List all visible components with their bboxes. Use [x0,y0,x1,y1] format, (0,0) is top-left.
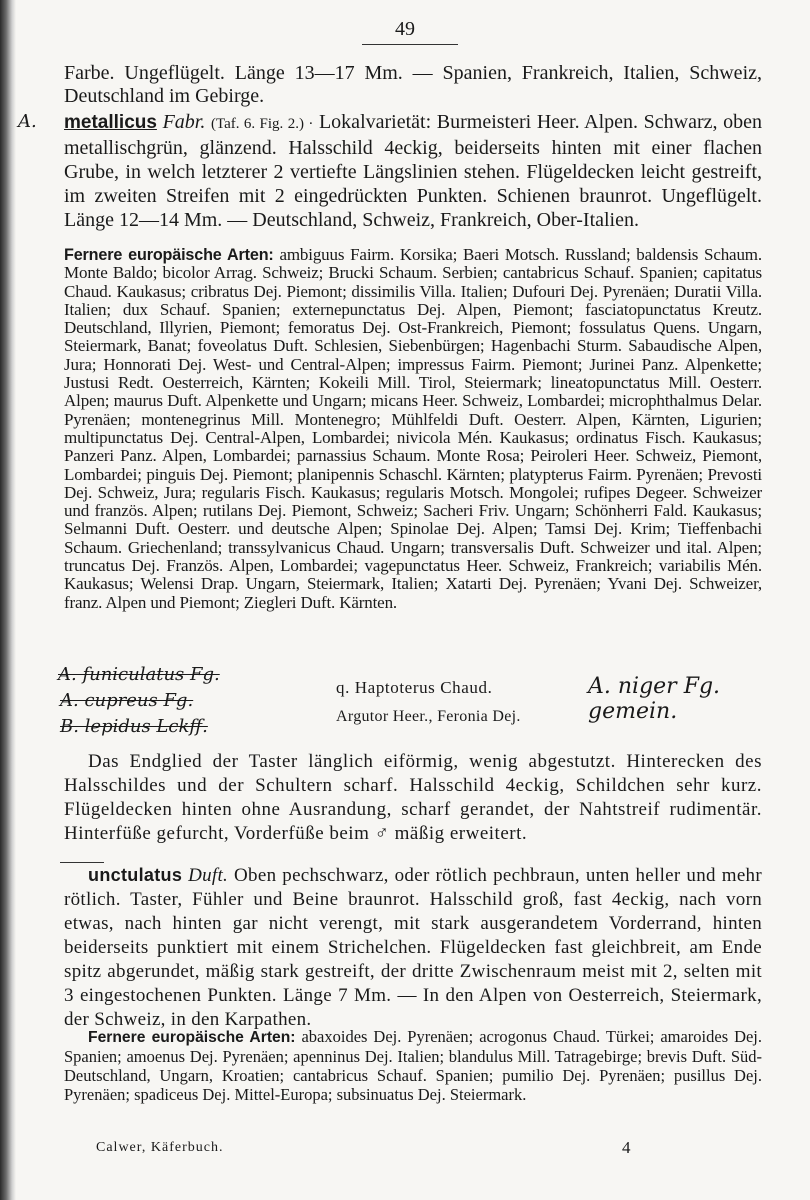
header-rule [362,44,458,45]
genus-description-text: Das Endglied der Taster länglich eiförmig, wenig abgestutzt. Hinterecken des Halsschildes und der Schultern scharf. Halsschild 4eckig, Schildchen sehr kurz. Flügeldecken hinten ohne Ausrandung, scharf gerandet, der Nahtstreif rudimentär. Hinterfüße gefurcht, Vorderfüße beim ♂ mäßig erweitert. [64,751,762,844]
genus-header-area [40,658,810,748]
species-unctulatus [64,863,762,1032]
species-name: unctulatus [88,865,183,885]
section-label: Fernere europäische Arten: [64,246,274,264]
genus-description [64,750,762,846]
page-number: 49 [395,18,415,40]
page-binding-shadow [0,0,16,1200]
handwritten-note-2: A. cupreus Fg. [60,690,194,711]
handwritten-note-right: A. niger Fg. gemein. [588,674,721,724]
species-list-text: ambiguus Fairm. Korsika; Baeri Motsch. Russland; baldensis Schaum. Monte Baldo; bicolor Arrag. Schweiz; Brucki Schaum. Serbien; cantabricus Schauf. Spanien; capitatus Chaud. Kaukasus; cribratus Dej. Piemont; dissimilis Villa. Italien; Dufouri Dej. Pyrenäen; Duratii Villa. Italien; dux Schauf. Spanien; externepunctatus Dej. Alpen, Piemont; fasciatopunctatus Kreutz. Deutschland, Illyrien, Piemont; femoratus Dej. Ost-Frankreich, Piemont; fossulatus Quens. Ungarn, Steiermark, Banat; foveolatus Duft. Schlesien, Siebenbürgen; Hagenbachi Sturm. Sabaudische Alpen, Jura; Honnorati Dej. West- und Central-Alpen; impressus Fairm. Piemont; Jurinei Panz. Alpenkette; Justusi Redt. Oesterreich, Kärnten; Kokeili Mill. Tirol, Steiermark; lineatopunctatus Mill. Oesterr. Alpen; maurus Duft. Alpenkette und Ungarn; micans Heer. Schweiz, Lombardei; microphthalmus Delar. Pyrenäen; montenegrinus Mill. Montenegro; Mühlfeldi Duft. Oesterr. Alpen, Kärnten, Ligurien; multipunctatus Dej. Central-Alpen, Lombardei; nivicola Mén. Kaukasus; ordinatus Fisch. Kaukasus; Panzeri Panz. Alpen, Lombardei; parnassius Schaum. Monte Rosa; Peiroleri Heer. Schweiz, Piemont, Lombardei; pinguis Dej. Piemont; planipennis Schaschl. Kärnten; platypterus Fairm. Pyrenäen; Prevosti Dej. Schweiz, Jura; regularis Fisch. Kaukasus; regularis Motsch. Mongolei; rufipes Degeer. Schweizer und französ. Alpen; rutilans Dej. Piemont, Schweiz; Sacheri Friv. Ungarn; Schönherri Fald. Kaukasus; Selmanni Duft. Oesterr. und deutsche Alpen; Spinolae Dej. Alpen; Tamsi Dej. Krim; Tieffenbachi Schaum. Griechenland; transsylvanicus Chaud. Ungarn; transversalis Duft. Schweizer und ital. Alpen; truncatus Dej. Französ. Alpen, Lombardei; vagepunctatus Heer. Schweiz, Frankreich; variabilis Mén. Kaukasus; Welensi Drap. Ungarn, Steiermark, Italien; Xatarti Dej. Pyrenäen; Yvani Dej. Schweizer, franz. Alpen und Piemont; Ziegleri Duft. Kärnten. [64,245,762,612]
footer-title: Calwer, Käferbuch. [96,1140,224,1155]
species-description: Lokalvarietät: Burmeisteri Heer. Alpen. Schwarz, oben metallischgrün, glänzend. Halsschild 4eckig, beiderseits hinten mit einer flachen Grube, in welch letzterer 2 vertiefte Längslinien stehen. Flügeldecken leicht gestreift, im zweiten Streifen mit 2 eingedrückten Punkten. Schienen braunrot. Ungeflügelt. Länge 12—14 Mm. — Deutschland, Schweiz, Frankreich, Ober-Italien. [64,111,763,231]
species-author: Duft. [188,865,229,886]
species-author: Fabr. [162,111,206,133]
figure-reference: (Taf. 6. Fig. 2.) · [211,116,314,132]
further-species-list-1 [64,246,762,612]
handwritten-note-1: A. funiculatus Fg. [58,664,220,685]
handwritten-mark: A. [18,111,37,132]
section-label: Fernere europäische Arten: [88,1029,296,1046]
species-name: metallicus [64,112,157,133]
species-list-text: abaxoides Dej. Pyrenäen; acrogonus Chaud. Türkei; amaroides Dej. Spanien; amoenus Dej. Pyrenäen; apenninus Dej. Italien; blandulus Mill. Tatragebirge; brevis Duft. Süd-Deutschland, Ungarn, Kroatien; cantabricus Schauf. Spanien; pumilio Dej. Pyrenäen; pusillus Dej. Pyrenäen; spadiceus Dej. Mittel-Europa; subsinuatus Dej. Steiermark. [64,1027,763,1104]
footer-signature: 4 [622,1138,631,1157]
further-species-list-2 [64,1027,762,1104]
genus-heading: q. Haptoterus Chaud. [336,678,493,697]
genus-synonyms: Argutor Heer., Feronia Dej. [336,708,521,725]
species-description: Oben pechschwarz, oder rötlich pechbraun, unten heller und mehr rötlich. Taster, Fühler und Beine braunrot. Halsschild groß, fast 4eckig, nach vorn etwas, nach hinten gar nicht verengt, mit stark ausgerandetem Vorderrand, hinten beiderseits punktiert mit einem Strichelchen. Flügeldecken fast gleichbreit, am Ende spitz abgerundet, mäßig stark gestreift, der dritte Zwischenraum meist mit 2, selten mit 3 eingestochenen Punkten. Länge 7 Mm. — In den Alpen von Oesterreich, Steiermark, der Schweiz, in den Karpathen. [64,865,762,1030]
handwritten-note-3: B. lepidus Lckff. [60,716,208,737]
species-metallicus [18,110,763,232]
paragraph-continuation: Farbe. Ungeflügelt. Länge 13—17 Mm. — Spanien, Frankreich, Italien, Schweiz, Deutschland im Gebirge. [64,62,762,107]
